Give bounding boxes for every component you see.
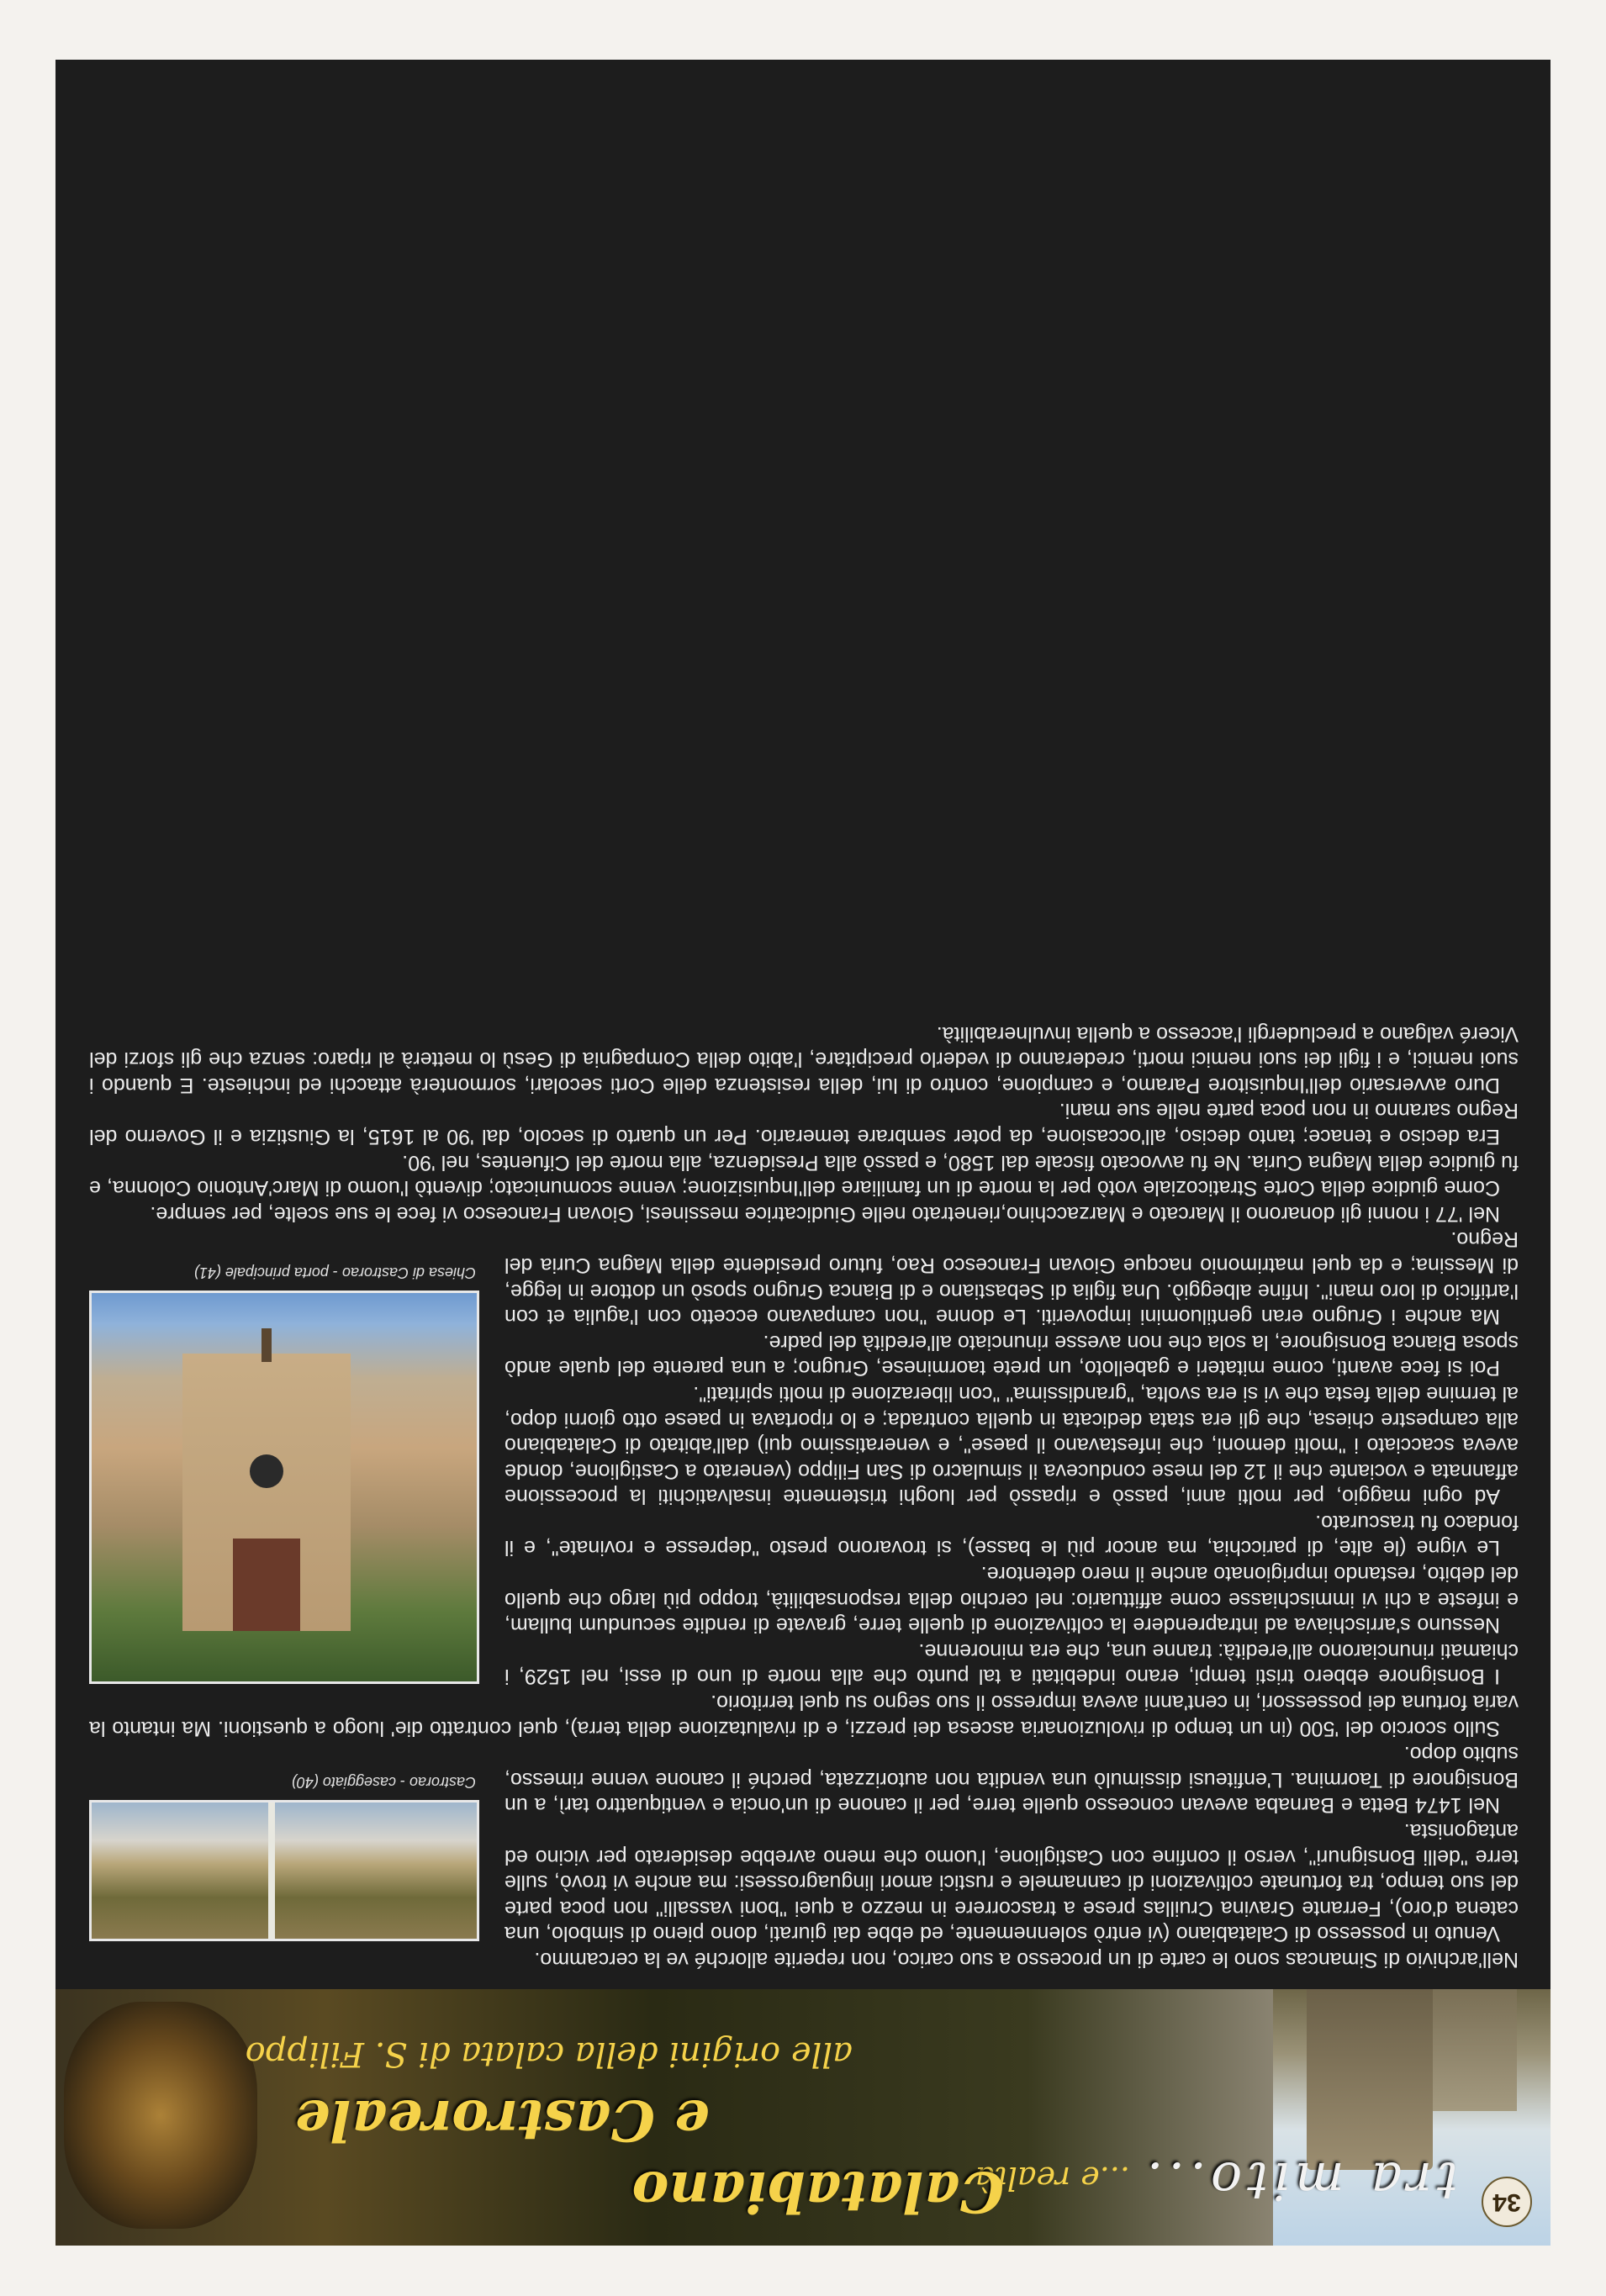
figure-caseggiato <box>89 1766 479 1942</box>
paragraph: Le vigne (le alte, di paricchia, ma ancor più le basse), si trovarono presto "depresse e rovinate", e il fondaco fu trascurato. <box>505 1510 1519 1560</box>
paragraph: Poi si fece avanti, come mitateri e gabelloto, un prete taorminese, Grugno; a una parente del quale andò sposa Bianca Bonsignore, la sola che non avesse rinunciato all'eredità del padre. <box>505 1330 1519 1380</box>
paragraph: Nel 1474 Betta e Barnaba avevan concesso quelle terre, per il canone di un'oncia e ventiquattro tarì, a un Bonsignore di Taormina. L'enfiteusi dissimulò una vendita non autorizzata, perché il canone venne rimesso, subito dopo. <box>505 1742 1519 1818</box>
photo-door <box>233 1539 300 1631</box>
paragraph: I Bonsignore ebbero tristi tempi, erano indebitati a tal punto che alla morte di uno di essi, nel 1529, i chiamati rinunciarono all'eredità: tranne una, che era minorenne. <box>505 1639 1519 1689</box>
header-banner <box>55 1989 1551 2246</box>
banner-relic-image <box>64 2002 257 2229</box>
photo-cross <box>262 1328 272 1362</box>
paragraph: Duro avversario dell'Inquisitore Paramo, e campione, contro di lui, della resistenza delle Corti secolari, sormonterà attacchi ed inchieste. E quando i suoi nemici, e i figli dei suoi nemici morti, crederanno di vederlo precipitare, l'abito della Compagnia di Gesù lo metterà al riparo: senza che gli sforzi del Viceré valgano a precludergli l'accesso a quella invulnerabilità. <box>89 1021 1519 1097</box>
article-body <box>89 1021 1519 1972</box>
photo-chiesa <box>92 1293 477 1681</box>
banner-ruin-tower <box>1307 1989 1433 2170</box>
figure-frame <box>89 1800 479 1941</box>
title-part-4: e Castroreale <box>294 2088 710 2153</box>
photo-caseggiato <box>92 1802 477 1939</box>
paragraph: Era deciso e tenace; tanto deciso, all'occasione, da poter sembrare temerario. Per un quarto di secolo, dal '90 al 1615, la Giustizia e il Governo del Regno saranno in non poca parte nelle sue mani. <box>89 1099 1519 1148</box>
title-part-3: Calatabiano <box>631 2159 1004 2225</box>
paragraph: Venuto in possesso di Calatabiano (vi entrò solennemente, ed ebbe dai giurati, dono pieno di simbolo, una catena d'oro), Ferrante Gravina Cruillas prese a trascorrere in mezzo a quei "boni vassalli" non poca parte del suo tempo, tra fortunate coltivazioni di cannamele e rustici amori linguagrossesi: ma anche vi trovò, sulle terre "delli Bonsignuri", verso il confine con Castiglione, l'uomo che meno avrebbe desiderato per vicino ed antagonista. <box>505 1819 1519 1946</box>
paragraph: Sullo scorcio del '500 (in un tempo di rivoluzionaria ascesa dei prezzi, e di rivalutazione della terra), quel contratto die' luogo a questioni. Ma intanto la varia fortuna dei possessori, in cent'anni aveva impresso il suo segno su quel territorio. <box>89 1691 1519 1740</box>
banner-ruin-wall <box>1424 1989 1517 2111</box>
paragraph: Come giudice della Corte Straticoziale votò per la morte di un familiare dell'Inquisizione; venne scomunicato; diventò l'uomo di Marc'Antonio Colonna, e fu giudice della Magna Curia. Ne fu avvocato fiscale dal 1580, e passò alla Presidenza, alla morte del Cifuentes, nel '90. <box>89 1150 1519 1201</box>
title-part-2: ...e realtà <box>975 2160 1130 2197</box>
paragraph: Ad ogni maggio, per molti anni, passò e ripassò per luoghi tristemente insalvatichiti la processione affannata e vociante che il 12 del mese conduceva il simulacro di San Filippo (venerato a Castiglione, donde aveva scacciato i "molti demoni, che infestavano il paese", e veneratissimo qui) dall'abitato di Calatabiano alla campestre chiesa, che gli era stata dedicata in quella contrada; e lo riportava in paese otto giorni dopo, al termine della festa che vi si era svolta, "grandissima" "con liberazione di molti spiritati". <box>505 1381 1519 1509</box>
paragraph: Nell'archivio di Simancas sono le carte di un processo a suo carico, non reperite allorché ve la cercammo. <box>534 1948 1519 1971</box>
figure-frame <box>89 1291 479 1684</box>
figure-caption: Castrorao - caseggiato (40) <box>291 1774 476 1792</box>
paragraph: Nessuno s'arrischiava ad intraprendere la coltivazione di quelle terre, gravate di rendite secundum bullam, e infeste a chi vi immischiasse come affittuario: nel cerchio della responsabilità, troppo più largo che quello del debito, restando imprigionato anche il mero detentore. <box>505 1562 1519 1638</box>
photo-pole <box>268 1802 275 1939</box>
paragraph: Ma anche i Grugno eran gentiluomini impoveriti. Le donne "non campavano eccetto con l'agulia et con l'artificio di loro mani". Infine albeggiò. Una figlia di Sebastiano e di Bianca Grugno sposò un dottore in legge, di Messina; e da quel matrimonio nacque Giovan Francesco Rao, futuro presidente della Magna Curia del Regno. <box>505 1227 1519 1329</box>
figure-caption: Chiesa di Castrorao - porta principale (41) <box>193 1264 476 1282</box>
figure-chiesa <box>89 1257 479 1685</box>
page-number: 34 <box>1482 2177 1532 2227</box>
subtitle: alle origini della calata di S. Filippo <box>245 2035 853 2073</box>
article-panel <box>55 60 1551 1989</box>
paragraph: Nel '77 i nonni gli donarono il Marcato e Marzacchino,rienetrato nelle Giudicatrice messinesi, Giovan Francesco vi fece le sue scelte, per sempre. <box>150 1201 1500 1226</box>
title-part-1: tra mito... <box>1141 2151 1458 2212</box>
